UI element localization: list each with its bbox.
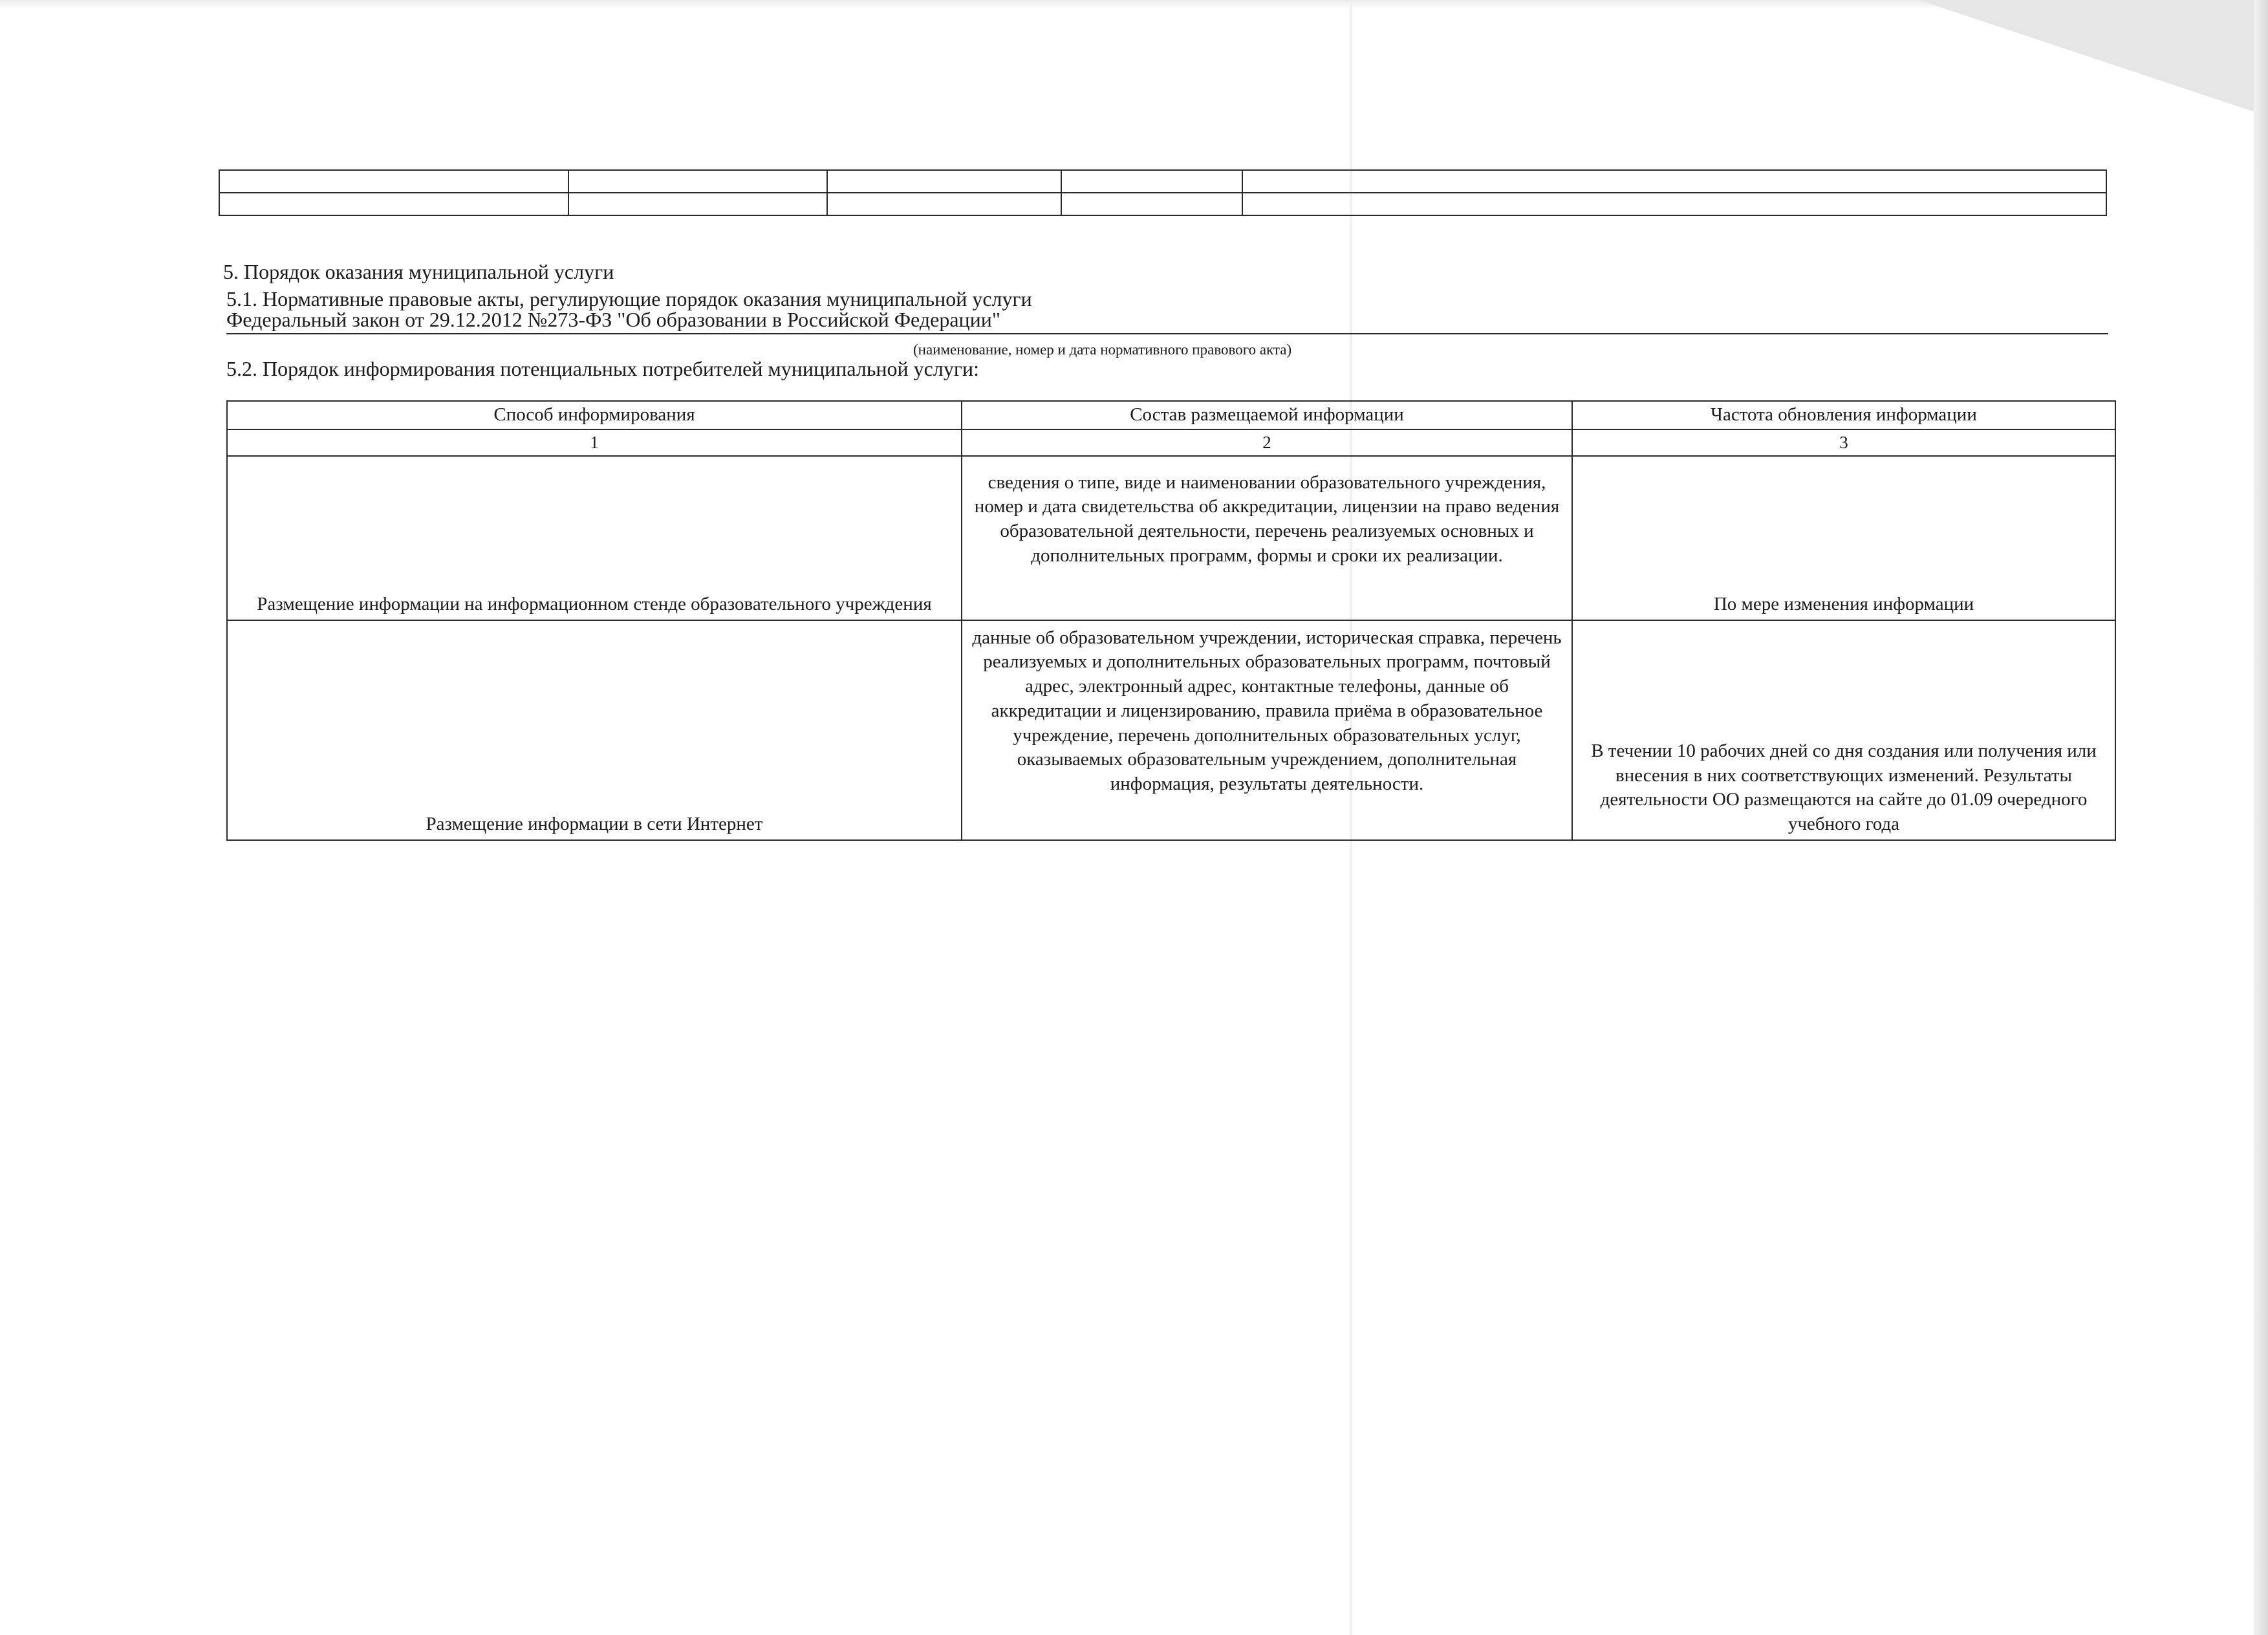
section-title: 5. Порядок оказания муниципальной услуги: [223, 260, 614, 283]
header-frequency: Частота обновления информации: [1572, 401, 2115, 429]
table-header-row: [227, 401, 2115, 429]
blank-table: [219, 169, 2107, 216]
folded-corner: [1919, 0, 2268, 116]
cell-frequency: По мере изменения информации: [1572, 456, 2115, 620]
law-reference: Федеральный закон от 29.12.2012 №273-ФЗ "Об образовании в Российской Федерации": [226, 308, 2108, 334]
header-method: Способ информирования: [227, 401, 962, 429]
law-caption: (наименование, номер и дата нормативного правового акта): [913, 341, 1292, 358]
cell-content: сведения о типе, виде и наименовании образовательного учреждения, номер и дата свидетельства об аккредитации, лицензии на право ведения образовательной деятельности, перечень реализуемых основных и дополнительных программ, формы и сроки их реализации.: [962, 456, 1572, 620]
subsection-title-5-2: 5.2. Порядок информирования потенциальных потребителей муниципальной услуги:: [226, 357, 979, 380]
blank-table-row: [219, 170, 2106, 193]
cell-method: Размещение информации на информационном стенде образовательного учреждения: [227, 456, 962, 620]
table-row: [227, 456, 2115, 620]
table-number-row: [227, 429, 2115, 456]
subsection-title-5-1: 5.1. Нормативные правовые акты, регулирующие порядок оказания муниципальной услуги: [226, 287, 1032, 310]
scan-right-edge: [2254, 0, 2268, 1635]
column-number: 1: [227, 429, 962, 456]
column-number: 3: [1572, 429, 2115, 456]
table-row: [227, 620, 2115, 840]
cell-method: Размещение информации в сети Интернет: [227, 620, 962, 840]
blank-table-row: [219, 193, 2106, 215]
informing-table: [226, 400, 2116, 841]
column-number: 2: [962, 429, 1572, 456]
cell-frequency: В течении 10 рабочих дней со дня создания или получения или внесения в них соответствующих изменений. Результаты деятельности ОО размещаются на сайте до 01.09 очередного учебного года: [1572, 620, 2115, 840]
cell-content: данные об образовательном учреждении, историческая справка, перечень реализуемых и дополнительных образовательных программ, почтовый адрес, электронный адрес, контактные телефоны, данные об аккредитации и лицензированию, правила приёма в образовательное учреждение, перечень дополнительных образовательных услуг, оказываемых образовательным учреждением, дополнительная информация, результаты деятельности.: [962, 620, 1572, 840]
header-content: Состав размещаемой информации: [962, 401, 1572, 429]
